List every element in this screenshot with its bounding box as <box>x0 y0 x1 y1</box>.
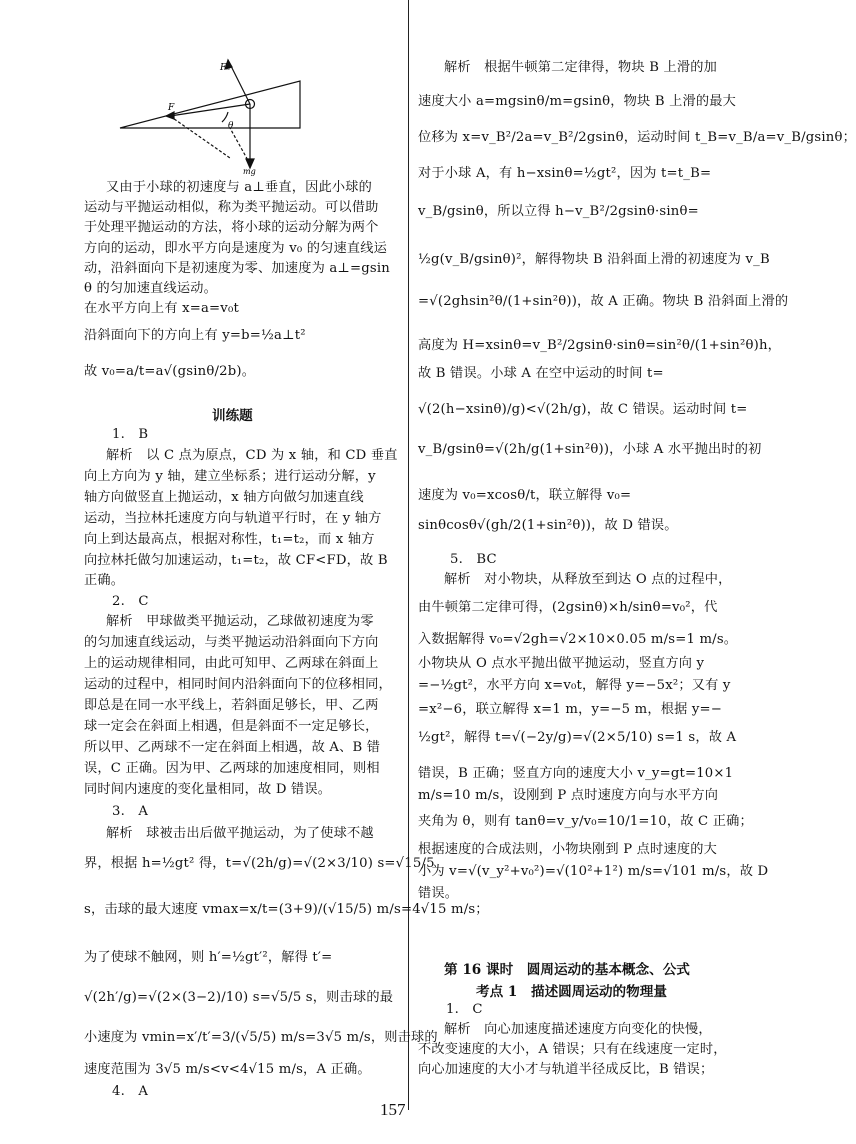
left-line: 解析 以 C 点为原点，CD 为 x 轴，和 CD 垂直 <box>106 448 398 463</box>
right-line: 5. BC <box>450 552 497 567</box>
left-line: 故 v₀=a/t=a√(gsinθ/2b)。 <box>84 364 256 379</box>
right-line: 对于小球 A，有 h−xsinθ=½gt²，因为 t=t_B= <box>418 166 712 181</box>
left-line: 上的运动规律相同，由此可知甲、乙两球在斜面上 <box>84 656 379 671</box>
left-line: θ 的匀加速直线运动。 <box>84 281 218 296</box>
left-line: 4. A <box>112 1084 149 1099</box>
left-line: 运动，当拉林托速度方向与轨道平行时，在 y 轴方 <box>84 511 382 526</box>
incline-triangle <box>120 81 300 128</box>
right-line: 由牛顿第二定律可得，(2gsinθ)×h/sinθ=v₀²，代 <box>418 600 718 615</box>
right-line: 解析 根据牛顿第二定律得，物块 B 上滑的加 <box>444 60 718 75</box>
f-force-vector <box>170 104 250 116</box>
left-line: 小速度为 vmin=x′/t′=3/(√5/5) m/s=3√5 m/s，则击球的 <box>84 1030 438 1045</box>
fig-label-f: F <box>168 103 175 113</box>
right-line: 夹角为 θ，则有 tanθ=v_y/v₀=10/1=10，故 C 正确； <box>418 814 753 829</box>
left-line: 3. A <box>112 804 149 819</box>
left-line: 沿斜面向下的方向上有 y=b=½a⊥t² <box>84 328 306 343</box>
right-line: 根据速度的合成法则，小物块刚到 P 点时速度的大 <box>418 842 717 857</box>
left-line: 动，沿斜面向下是初速度为零、加速度为 a⊥=gsin <box>84 261 390 276</box>
right-line: 解析 对小物块，从释放至到达 O 点的过程中， <box>444 572 732 587</box>
right-line: v_B/gsinθ=√(2h/g(1+sin²θ))，小球 A 水平抛出时的初 <box>418 442 762 457</box>
left-line: 球一定会在斜面上相遇，但是斜面不一定足够长， <box>84 719 379 734</box>
left-line: 所以甲、乙两球不一定在斜面上相遇，故 A、B 错 <box>84 740 381 755</box>
left-line: 运动的过程中，相同时间内沿斜面向下的位移相同， <box>84 677 392 692</box>
left-line: 1. B <box>112 427 149 442</box>
left-line: 向拉林托做匀加速运动，t₁=t₂，故 CF<FD，故 B <box>84 553 388 568</box>
right-line: 高度为 H=xsinθ=v_B²/2gsinθ·sinθ=sin²θ/(1+sin²θ)h， <box>418 338 782 353</box>
left-line: 解析 球被击出后做平抛运动，为了使球不越 <box>106 826 374 841</box>
left-line: 同时间内速度的变化量相同，故 D 错误。 <box>84 782 332 797</box>
right-line: 错误，B 正确；竖直方向的速度大小 v_y=gt=10×1 <box>418 766 734 781</box>
right-line: 故 B 错误。小球 A 在空中运动的时间 t= <box>418 366 664 381</box>
page-number: 157 <box>380 1100 406 1119</box>
right-line: 位移为 x=v_B²/2a=v_B²/2gsinθ，运动时间 t_B=v_B/a=v_B/gsinθ； <box>418 130 856 145</box>
left-line: 运动与平抛运动相似，称为类平抛运动。可以借助 <box>84 200 379 215</box>
left-line: 向上方向为 y 轴，建立坐标系；进行运动分解，y <box>84 469 376 484</box>
left-line: 2. C <box>112 594 149 609</box>
left-line: 又由于小球的初速度与 a⊥垂直，因此小球的 <box>106 180 373 195</box>
left-line: 即总是在同一水平线上，若斜面足够长，甲、乙两 <box>84 698 379 713</box>
left-line: 于处理平抛运动的方法，将小球的运动分解为两个 <box>84 220 379 235</box>
left-line: √(2h′/g)=√(2×(3−2)/10) s=√5/5 s，则击球的最 <box>84 990 394 1005</box>
right-line: 解析 向心加速度描述速度方向变化的快慢， <box>444 1022 712 1037</box>
left-line: s，击球的最大速度 vmax=x/t=(3+9)/(√15/5) m/s=4√15 m/s； <box>84 902 489 917</box>
left-line: 界，根据 h=½gt² 得，t=√(2h/g)=√(2×3/10) s=√15/5 <box>84 856 435 871</box>
right-line: 错误。 <box>418 886 459 901</box>
left-line: 向上到达最高点，根据对称性，t₁=t₂，而 x 轴方 <box>84 532 375 547</box>
fig-label-theta: θ <box>228 121 234 131</box>
section-title-training: 训练题 <box>212 408 253 424</box>
left-line: 在水平方向上有 x=a=v₀t <box>84 301 239 316</box>
right-line: v_B/gsinθ，所以立得 h−v_B²/2gsinθ·sinθ= <box>418 204 699 219</box>
lesson-title: 第 16 课时 圆周运动的基本概念、公式 <box>444 962 690 978</box>
right-line: 1. C <box>446 1002 483 1017</box>
left-line: 误，C 正确。因为甲、乙两球的加速度相同，则相 <box>84 761 380 776</box>
column-divider <box>408 0 409 1110</box>
right-line: ½g(v_B/gsinθ)²，解得物块 B 沿斜面上滑的初速度为 v_B <box>418 252 770 267</box>
right-line: 小物块从 O 点水平抛出做平抛运动，竖直方向 y <box>418 656 705 671</box>
right-line: 不改变速度的大小，A 错误；只有在线速度一定时， <box>418 1042 727 1057</box>
right-line: 向心加速度的大小才与轨道半径成反比，B 错误； <box>418 1062 714 1077</box>
right-line: 小为 v=√(v_y²+v₀²)=√(10²+1²) m/s=√101 m/s，故 D <box>418 864 769 879</box>
right-line: √(2(h−xsinθ)/g)<√(2h/g)，故 C 错误。运动时间 t= <box>418 402 748 417</box>
left-line: 方向的运动，即水平方向是速度为 v₀ 的匀速直线运 <box>84 241 388 256</box>
left-line: 轴方向做竖直上抛运动，x 轴方向做匀加速直线 <box>84 490 364 505</box>
right-line: sinθcosθ√(gh/2(1+sin²θ))，故 D 错误。 <box>418 518 678 533</box>
right-line: =√(2ghsin²θ/(1+sin²θ))，故 A 正确。物块 B 沿斜面上滑的 <box>418 294 789 309</box>
incline-force-diagram <box>110 56 310 176</box>
right-line: =x²−6，联立解得 x=1 m，y=−5 m，根据 y=− <box>418 702 723 717</box>
left-line: 的匀加速直线运动，与类平抛运动沿斜面向下方向 <box>84 635 379 650</box>
right-line: ½gt²，解得 t=√(−2y/g)=√(2×5/10) s=1 s，故 A <box>418 730 737 745</box>
left-line: 正确。 <box>84 573 125 588</box>
right-line: 入数据解得 v₀=√2gh=√2×10×0.05 m/s=1 m/s。 <box>418 632 738 647</box>
topic-title: 考点 1 描述圆周运动的物理量 <box>476 984 667 1000</box>
right-line: m/s=10 m/s，设刚到 P 点时速度方向与水平方向 <box>418 788 719 803</box>
left-line: 为了使球不触网，则 h′=½gt′²，解得 t′= <box>84 950 333 965</box>
left-line: 速度范围为 3√5 m/s<v<4√15 m/s，A 正确。 <box>84 1062 371 1077</box>
fig-label-fn: Fₙ <box>220 63 230 73</box>
left-line: 解析 甲球做类平抛运动，乙球做初速度为零 <box>106 614 374 629</box>
fig-label-mg: mg <box>243 167 256 176</box>
right-line: 速度为 v₀=xcosθ/t，联立解得 v₀= <box>418 488 632 503</box>
right-line: =−½gt²，水平方向 x=v₀t，解得 y=−5x²；又有 y <box>418 678 731 693</box>
right-line: 速度大小 a=mgsinθ/m=gsinθ，物块 B 上滑的最大 <box>418 94 737 109</box>
